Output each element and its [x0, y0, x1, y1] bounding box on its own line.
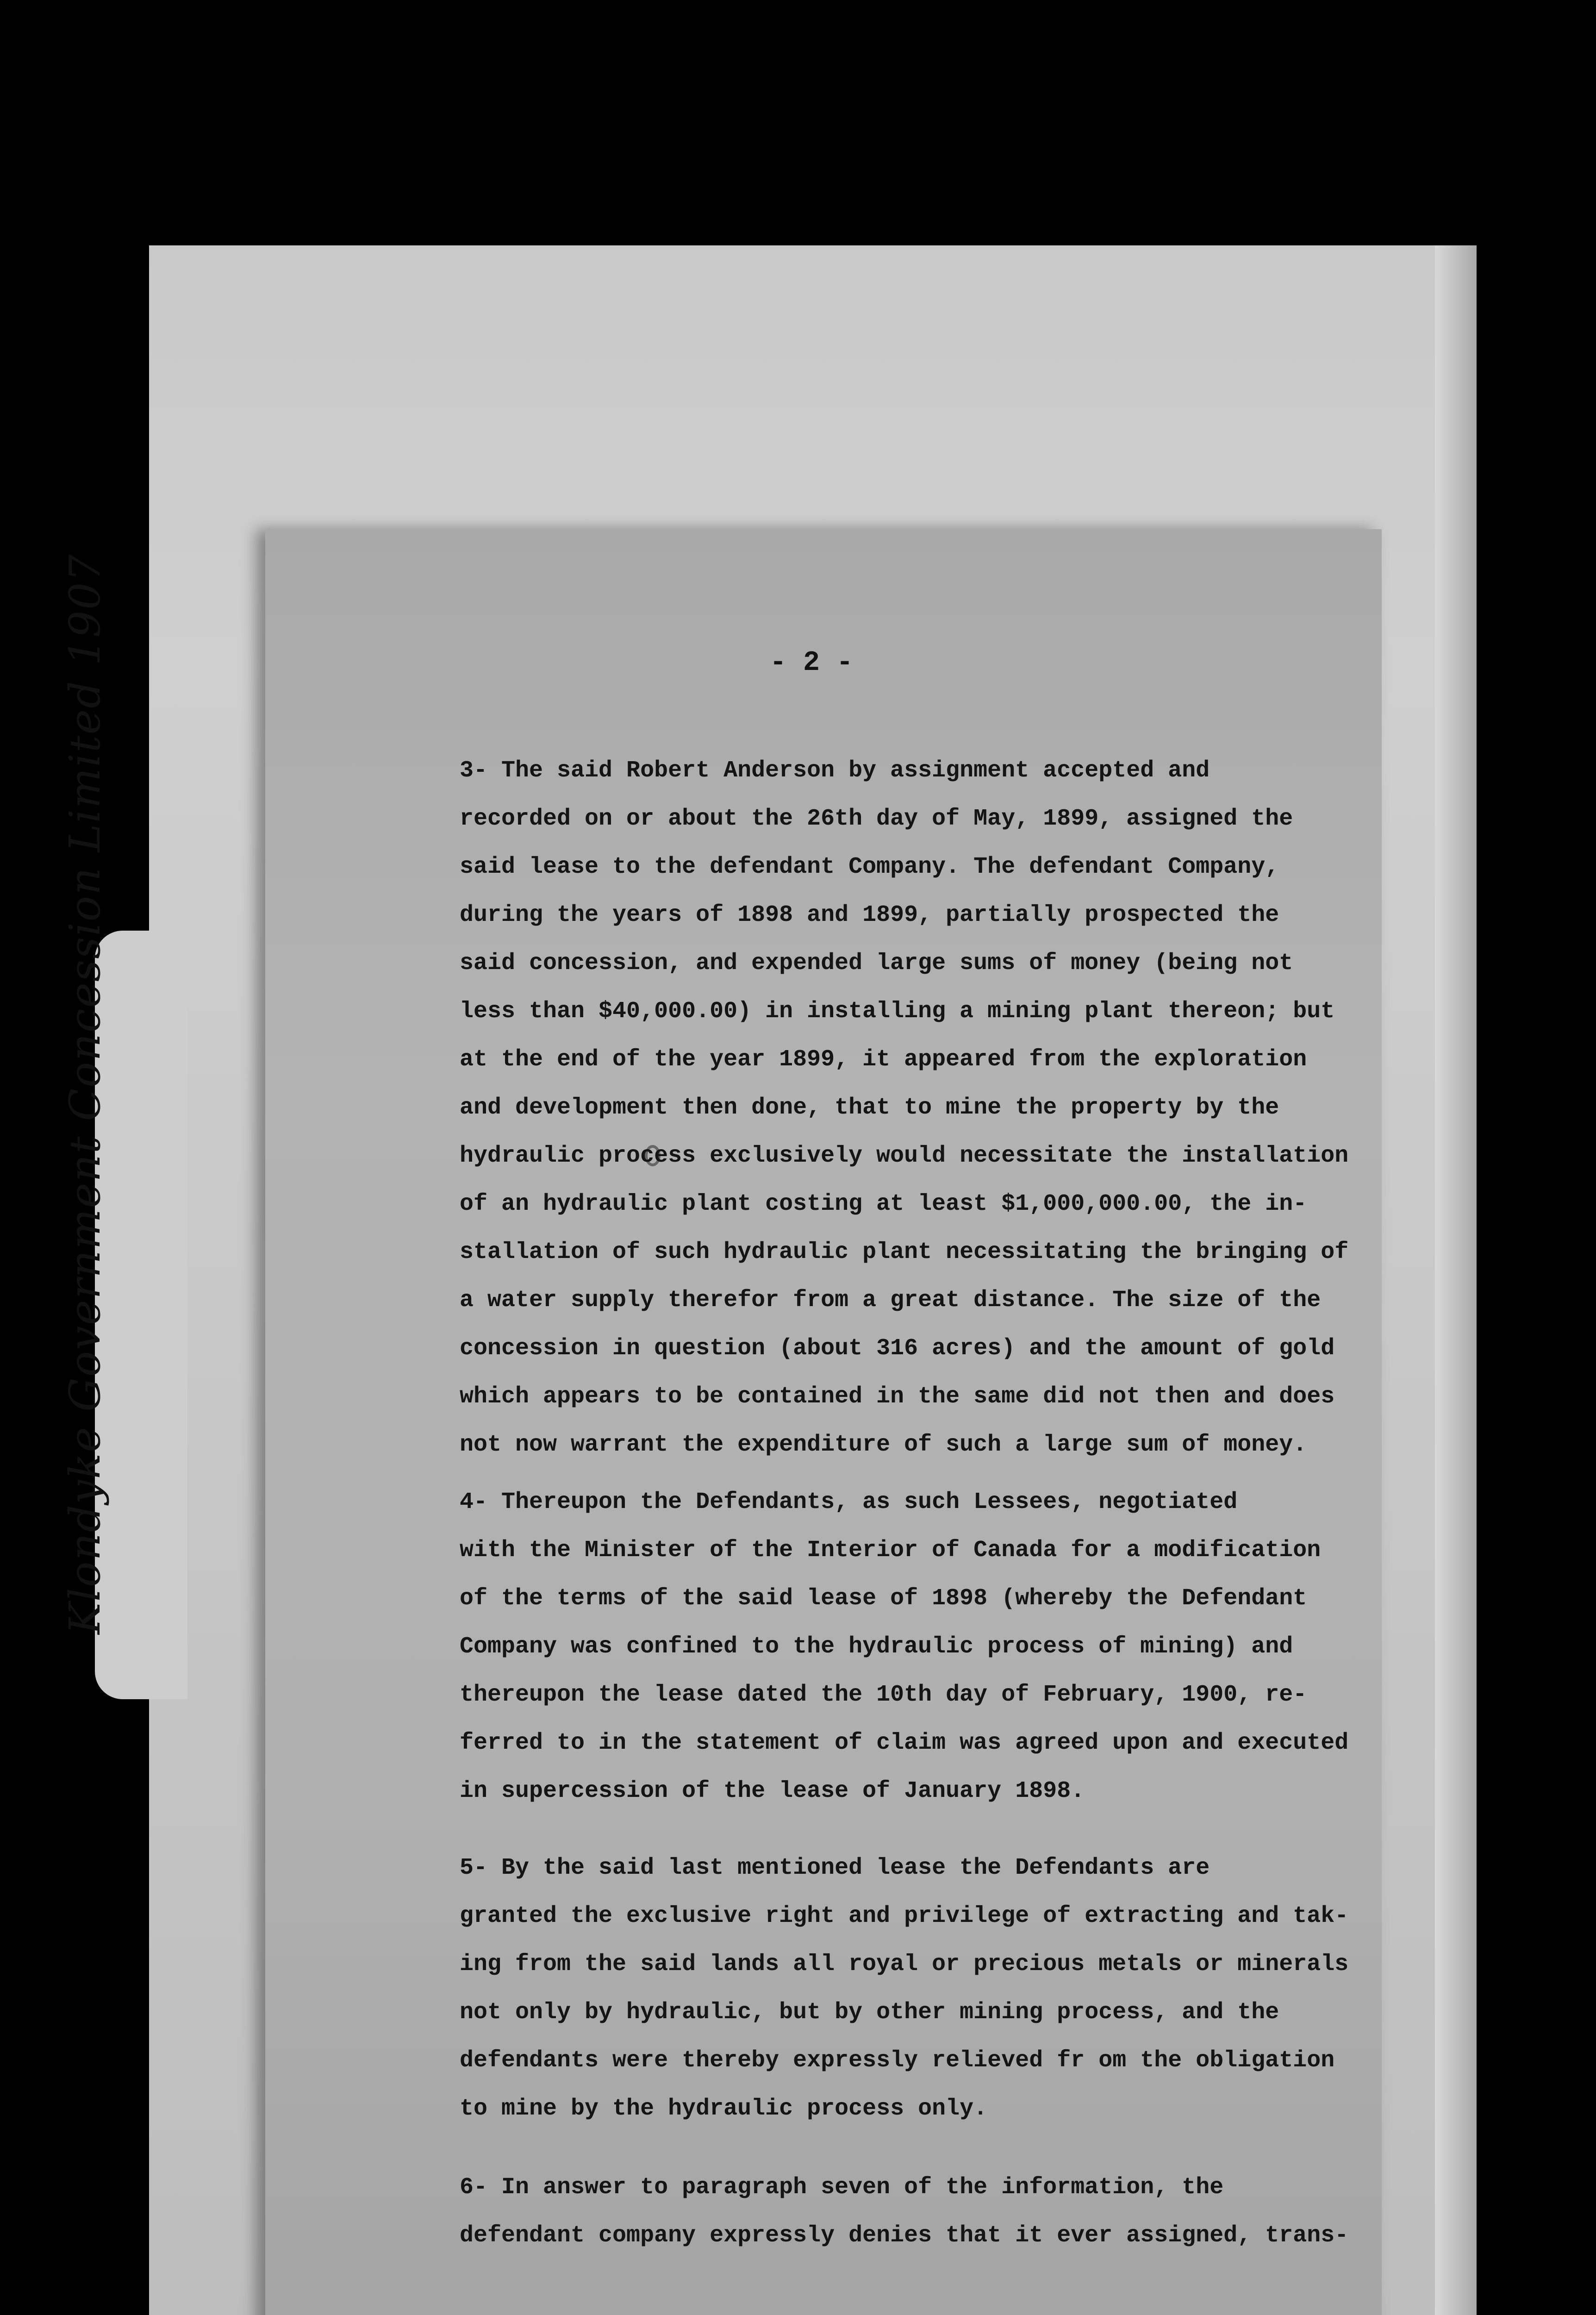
paragraph-6	[460, 2164, 1348, 2260]
paragraph-line: with the Minister of the Interior of Canada for a modification	[460, 1537, 1321, 1564]
paragraph-line: less than $40,000.00) in installing a mining plant thereon; but	[460, 998, 1335, 1025]
folder-edge	[1435, 245, 1477, 2315]
paragraph-line: said concession, and expended large sums of money (being not	[460, 950, 1293, 976]
paragraph-line: recorded on or about the 26th day of May, 1899, assigned the	[460, 806, 1293, 832]
paragraph-line: which appears to be contained in the same did not then and does	[460, 1383, 1335, 1410]
paragraph-line: concession in question (about 316 acres) and the amount of gold	[460, 1335, 1335, 1362]
typed-page	[265, 529, 1382, 2315]
paragraph-line: a water supply therefor from a great distance. The size of the	[460, 1287, 1321, 1314]
paragraph-line: at the end of the year 1899, it appeared from the exploration	[460, 1046, 1307, 1073]
paragraph-line: ing from the said lands all royal or precious metals or minerals	[460, 1951, 1349, 1977]
paragraph-line: stallation of such hydraulic plant necessitating the bringing of	[460, 1239, 1349, 1265]
paragraph-line: defendant company expressly denies that it ever assigned, trans-	[460, 2222, 1349, 2249]
paragraph-line: to mine by the hydraulic process only.	[460, 2096, 988, 2122]
paragraph-line: hydraulic process exclusively would necessitate the installation	[460, 1143, 1349, 1169]
paragraph-line: ferred to in the statement of claim was agreed upon and executed	[460, 1730, 1349, 1756]
paragraph-line: 5- By the said last mentioned lease the Defendants are	[460, 1855, 1210, 1881]
paragraph-3	[460, 747, 1348, 1469]
paragraph-line: not now warrant the expenditure of such a large sum of money.	[460, 1432, 1307, 1458]
paragraph-line: during the years of 1898 and 1899, partially prospected the	[460, 902, 1279, 928]
margin-note: Klondyke Government Concession Limited 1907	[60, 553, 110, 1634]
paragraph-line: 4- Thereupon the Defendants, as such Lessees, negotiated	[460, 1489, 1238, 1515]
paragraph-line: defendants were thereby expressly relieved fr om the obligation	[460, 2047, 1335, 2074]
page-number: - 2 -	[769, 647, 854, 679]
paragraph-line: said lease to the defendant Company. The defendant Company,	[460, 854, 1279, 880]
paragraph-line: not only by hydraulic, but by other mining process, and the	[460, 1999, 1279, 2026]
paragraph-line: granted the exclusive right and privilege of extracting and tak-	[460, 1903, 1349, 1929]
paragraph-line: in supercession of the lease of January 1898.	[460, 1778, 1085, 1804]
paragraph-line: thereupon the lease dated the 10th day of February, 1900, re-	[460, 1682, 1307, 1708]
paragraph-4	[460, 1478, 1348, 1815]
paragraph-line: and development then done, that to mine the property by the	[460, 1095, 1279, 1121]
paragraph-5	[460, 1844, 1348, 2133]
paragraph-line: Company was confined to the hydraulic process of mining) and	[460, 1633, 1293, 1660]
paragraph-line: 6- In answer to paragraph seven of the information, the	[460, 2174, 1224, 2201]
paragraph-line: of an hydraulic plant costing at least $1,000,000.00, the in-	[460, 1191, 1307, 1217]
paragraph-line: of the terms of the said lease of 1898 (whereby the Defendant	[460, 1585, 1307, 1612]
paragraph-line: 3- The said Robert Anderson by assignment accepted and	[460, 757, 1210, 784]
